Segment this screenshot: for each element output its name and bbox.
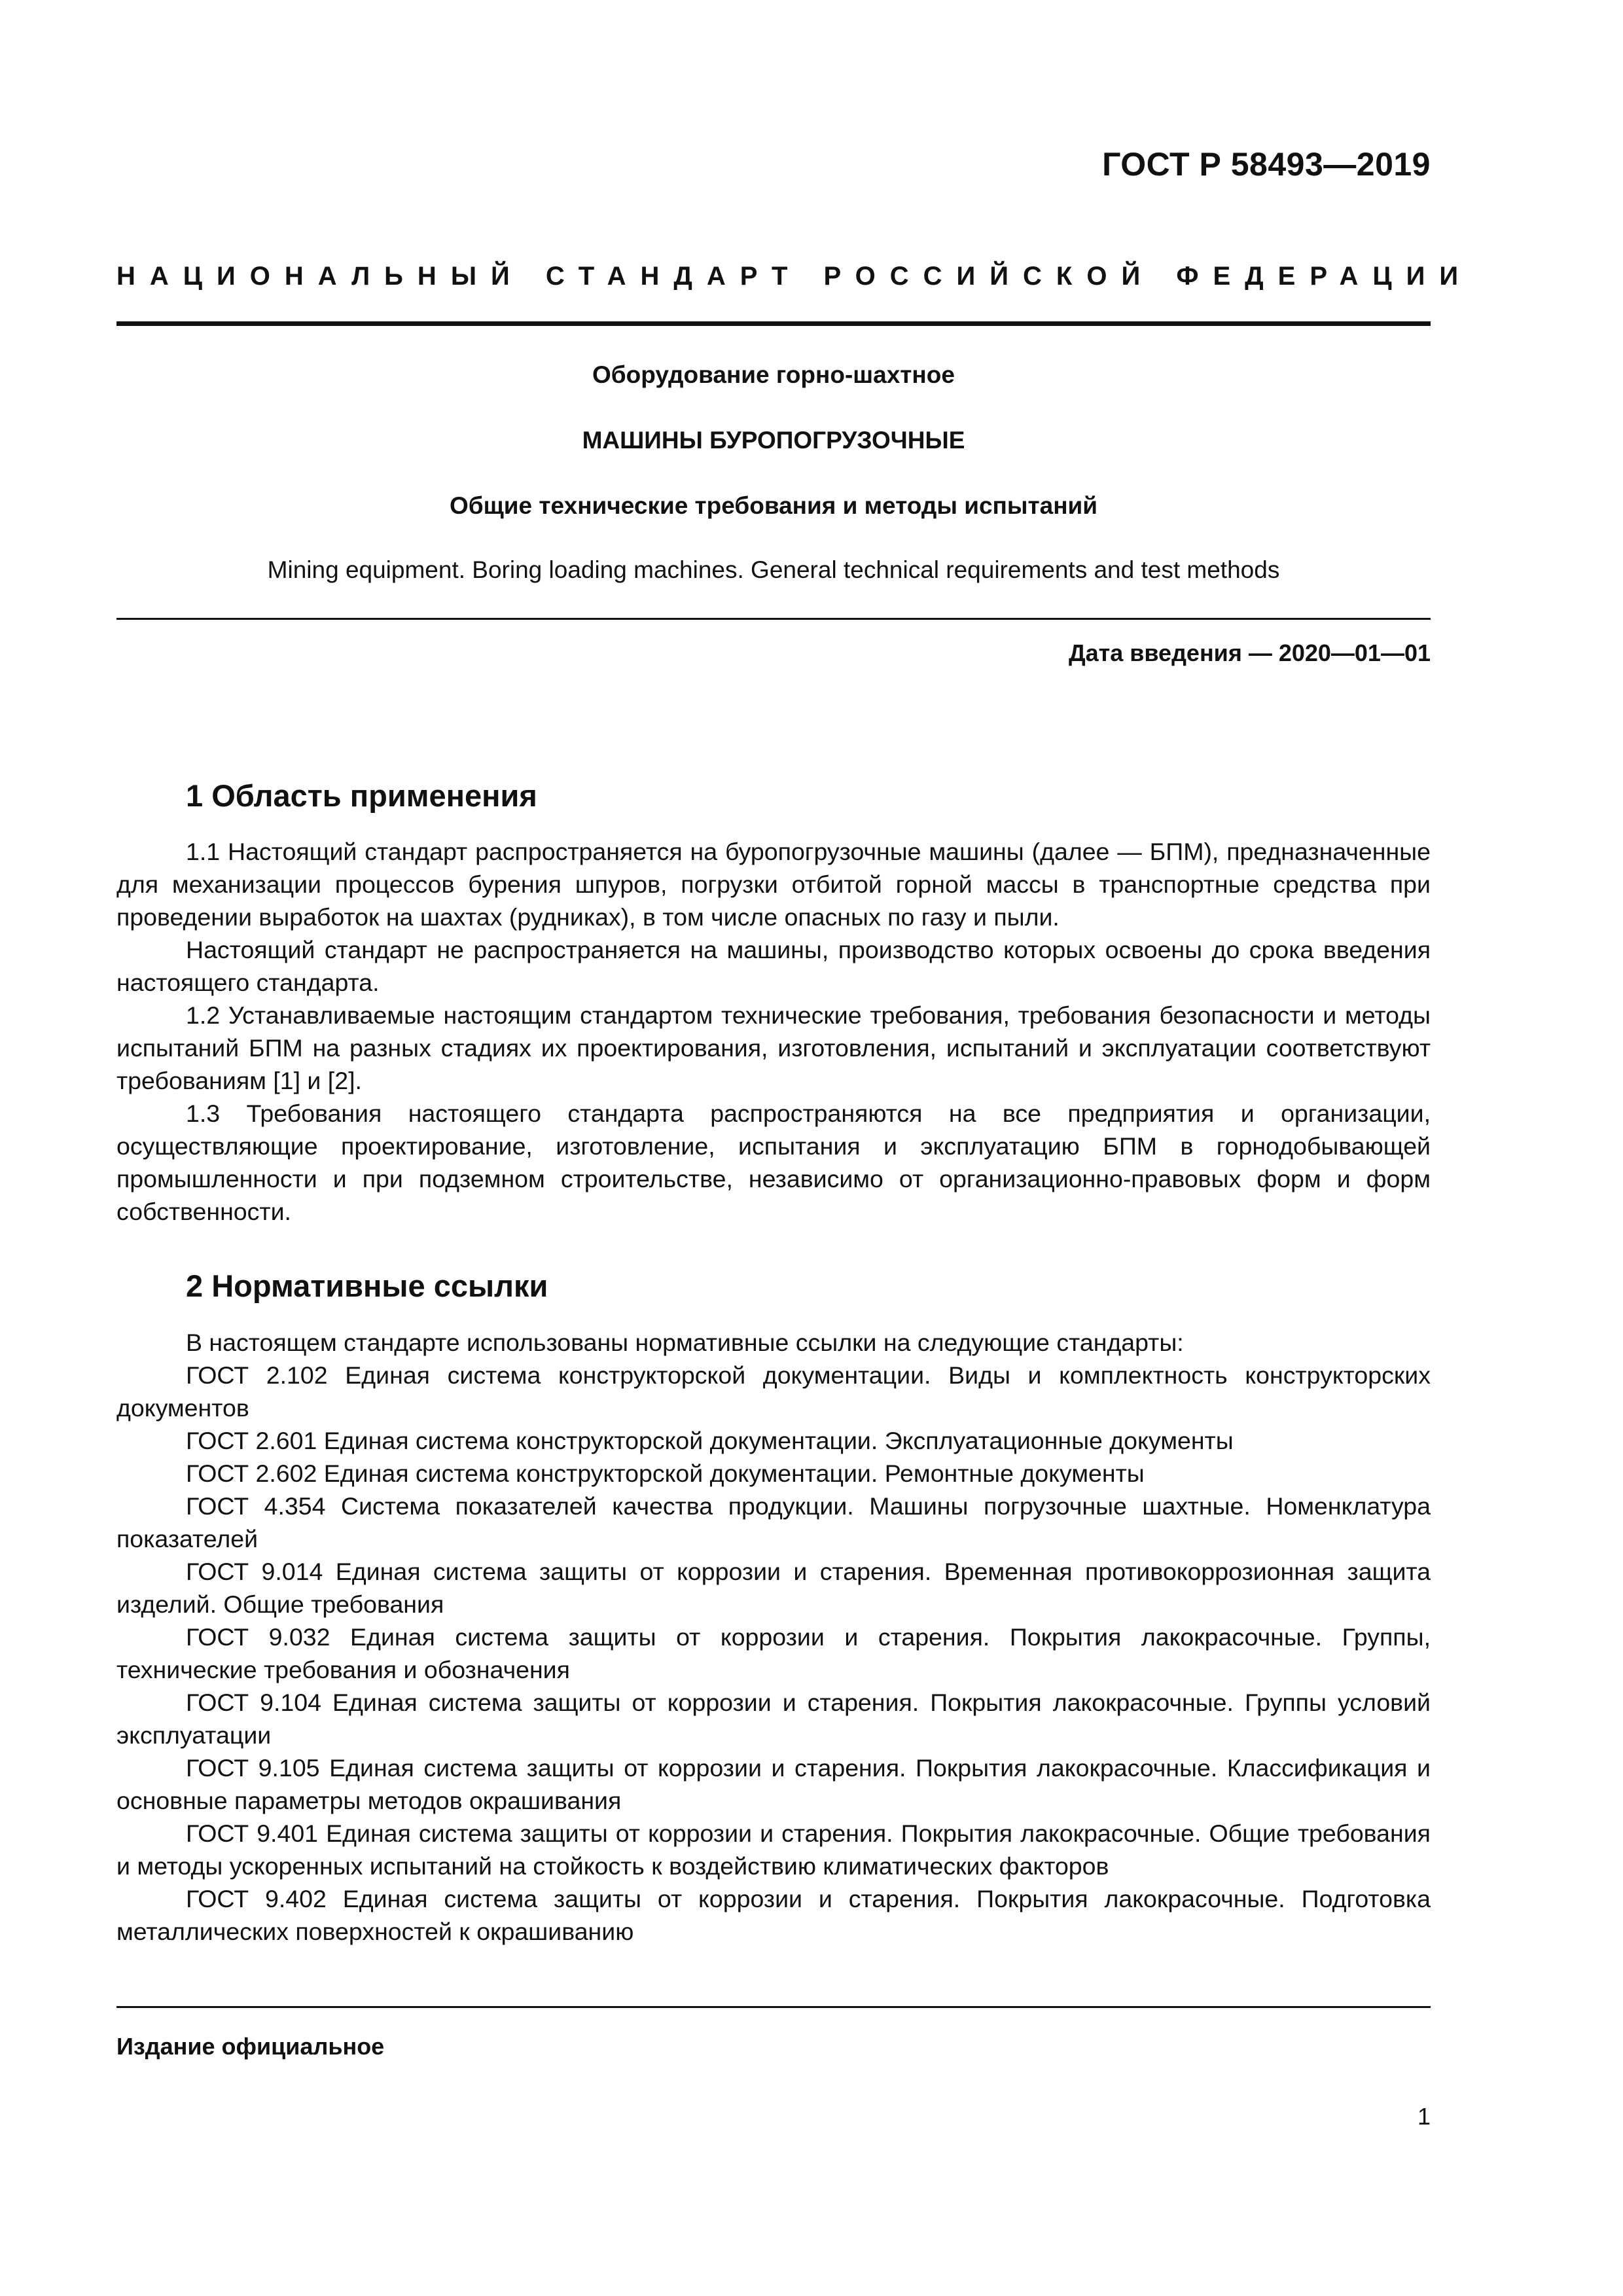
intro-date: Дата введения — 2020—01—01 (1068, 639, 1431, 666)
paragraph: В настоящем стандарте использованы нормативные ссылки на следующие стандарты: (186, 1329, 1184, 1356)
footer-divider (116, 2006, 1431, 2008)
section-heading-scope: 1 Область применения (186, 778, 537, 813)
reference-item: ГОСТ 9.401 Единая система защиты от коррозии и старения. Покрытия лакокрасочные. Общие требования и методы ускоренных испытаний на стойкость к воздействию климатических факторов (116, 1820, 1431, 1880)
title-divider (116, 618, 1431, 620)
paragraph: 1.3 Требования настоящего стандарта распространяются на все предприятия и организации, осуществляющие проектирование, изготовление, испытания и эксплуатацию БПМ в горнодобывающей промышленности и при подземном строительстве, независимо от организационно-правовых форм и форм собственности. (116, 1100, 1431, 1225)
title-main: МАШИНЫ БУРОПОГРУЗОЧНЫЕ (582, 427, 965, 454)
reference-item: ГОСТ 9.032 Единая система защиты от коррозии и старения. Покрытия лакокрасочные. Группы, технические требования и обозначения (116, 1623, 1431, 1683)
title-category: Оборудование горно-шахтное (592, 361, 955, 388)
standard-number: ГОСТ Р 58493—2019 (1102, 146, 1431, 183)
page-number: 1 (1417, 2103, 1431, 2130)
title-subtitle: Общие технические требования и методы испытаний (449, 492, 1098, 519)
title-english: Mining equipment. Boring loading machines. General technical requirements and test methods (267, 556, 1280, 583)
section-heading-normative-references: 2 Нормативные ссылки (186, 1268, 548, 1303)
reference-item: ГОСТ 2.602 Единая система конструкторской документации. Ремонтные документы (186, 1460, 1145, 1487)
reference-item: ГОСТ 2.601 Единая система конструкторской документации. Эксплуатационные документы (186, 1427, 1234, 1454)
reference-item: ГОСТ 4.354 Система показателей качества продукции. Машины погрузочные шахтные. Номенклатура показателей (116, 1492, 1431, 1552)
paragraph: Настоящий стандарт не распространяется на машины, производство которых освоены до срока введения настоящего стандарта. (116, 936, 1431, 996)
reference-item: ГОСТ 2.102 Единая система конструкторской документации. Виды и комплектность конструкторских документов (116, 1361, 1431, 1422)
section-body-scope (116, 835, 1431, 1228)
publication-note: Издание официальное (116, 2033, 385, 2060)
header-divider (116, 321, 1431, 326)
section-body-normative-references (116, 1326, 1431, 1948)
paragraph: 1.1 Настоящий стандарт распространяется на буропогрузочные машины (далее — БПМ), предназначенные для механизации процессов бурения шпуров, погрузки отбитой горной массы в транспортные средства при проведении выработок на шахтах (рудниках), в том числе опасных по газу и пыли. (116, 838, 1431, 931)
reference-item: ГОСТ 9.104 Единая система защиты от коррозии и старения. Покрытия лакокрасочные. Группы условий эксплуатации (116, 1689, 1431, 1749)
reference-item: ГОСТ 9.402 Единая система защиты от коррозии и старения. Покрытия лакокрасочные. Подготовка металлических поверхностей к окрашиванию (116, 1885, 1431, 1945)
reference-item: ГОСТ 9.105 Единая система защиты от коррозии и старения. Покрытия лакокрасочные. Классификация и основные параметры методов окрашивания (116, 1754, 1431, 1814)
national-standard-title: НАЦИОНАЛЬНЫЙ СТАНДАРТ РОССИЙСКОЙ ФЕДЕРАЦИИ (116, 262, 1473, 291)
paragraph: 1.2 Устанавливаемые настоящим стандартом технические требования, требования безопасности и методы испытаний БПМ на разных стадиях их проектирования, изготовления, испытаний и эксплуатации соответствуют требованиям [1] и [2]. (116, 1001, 1431, 1094)
reference-item: ГОСТ 9.014 Единая система защиты от коррозии и старения. Временная противокоррозионная защита изделий. Общие требования (116, 1558, 1431, 1618)
